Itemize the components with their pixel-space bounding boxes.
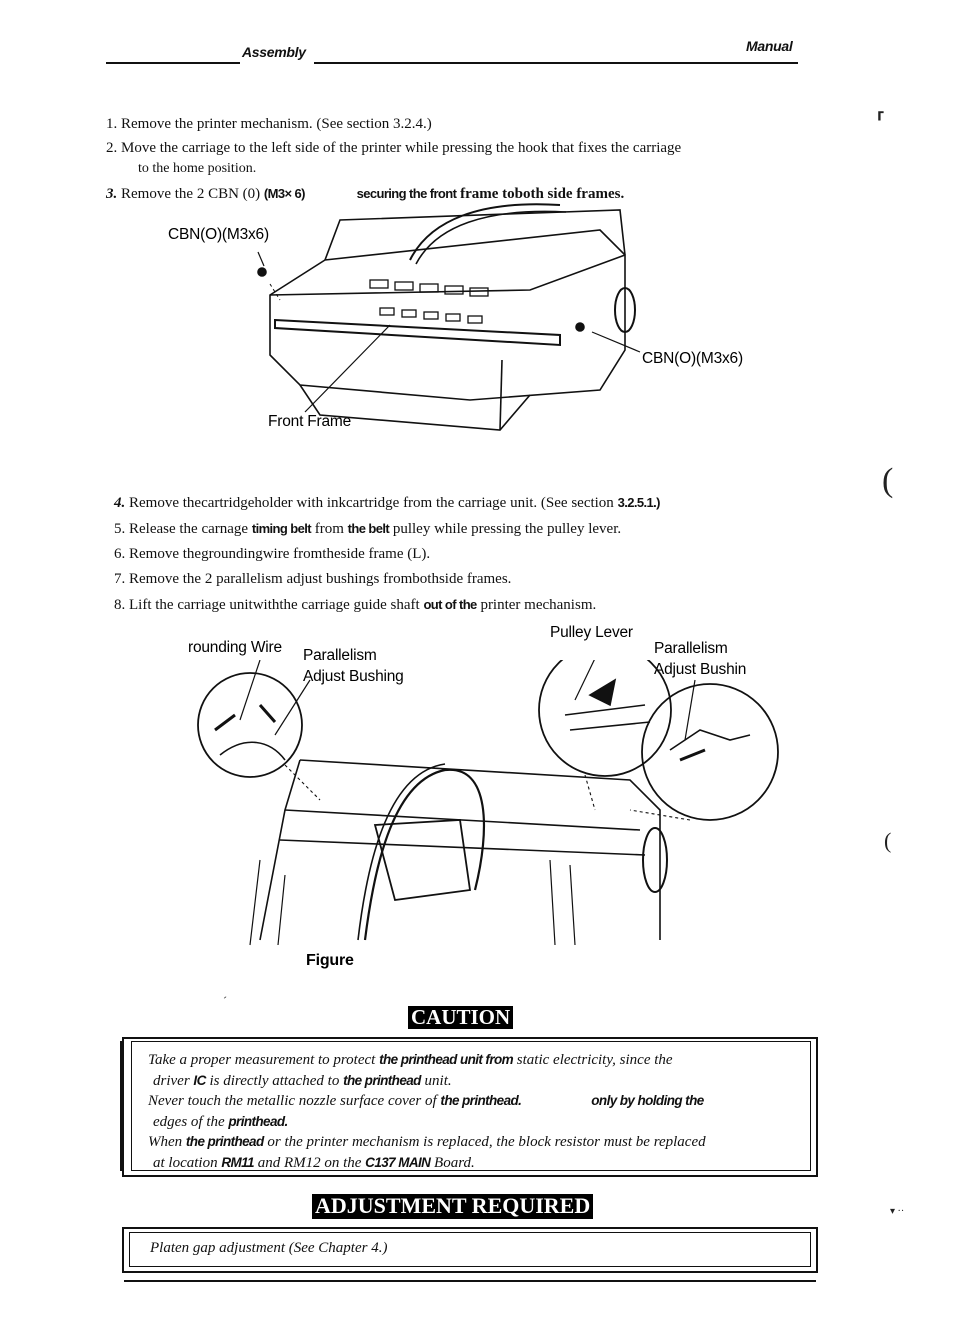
caution-box-left-bar xyxy=(120,1041,123,1171)
caution-line-2: driver IC is directly attached to the printhead unit. xyxy=(153,1072,452,1089)
step-1: 1. Remove the printer mechanism. (See section 3.2.4.) xyxy=(106,116,432,132)
caution-title: CAUTION xyxy=(408,1006,513,1029)
caution-line-3: Never touch the metallic nozzle surface cover of the printhead. only by holding the xyxy=(148,1093,704,1109)
header-rule-right xyxy=(314,62,798,64)
header-section-label: Assembly xyxy=(242,44,306,60)
figure2-label-parallelism-right-1: Parallelism xyxy=(654,640,728,657)
figure1-label-screw-right: CBN(O)(M3x6) xyxy=(642,350,743,367)
caution-line-4: edges of the printhead. xyxy=(153,1113,288,1130)
caution-line-1: Take a proper measurement to protect the printhead unit from static electricity, since the xyxy=(148,1052,673,1068)
margin-mark: ⸢ xyxy=(876,108,887,137)
step-3: 3. Remove the 2 CBN (0) (M3× 6) securing the front frame toboth side frames. xyxy=(106,186,625,202)
figure2-label-grounding-wire: rounding Wire xyxy=(188,639,282,656)
stray-mark: ▾ ·· xyxy=(890,1206,905,1217)
step-5: 5. Release the carnage timing belt from the belt pulley while pressing the pulley lever. xyxy=(114,521,622,537)
step-7: 7. Remove the 2 parallelism adjust bushings frombothside frames. xyxy=(114,571,512,587)
figure1-label-screw-left: CBN(O)(M3x6) xyxy=(168,226,269,243)
margin-mark: ( xyxy=(882,462,894,499)
caution-text xyxy=(148,1050,798,1173)
step-6: 6. Remove thegroundingwire fromtheside frame (L). xyxy=(114,546,431,562)
stray-mark: ˊ xyxy=(223,994,227,1008)
step-8: 8. Lift the carriage unitwiththe carriage guide shaft out of the printer mechanism. xyxy=(114,597,597,613)
figure2-label-parallelism-left-2: Adjust Bushing xyxy=(303,668,404,685)
step-2-continuation: to the home position. xyxy=(138,161,257,176)
caution-line-5: When the printhead or the printer mechanism is replaced, the block resistor must be replaced xyxy=(148,1134,706,1150)
figure2-label-parallelism-left-1: Parallelism xyxy=(303,647,377,664)
adjustment-text: Platen gap adjustment (See Chapter 4.) xyxy=(150,1240,388,1256)
adjustment-title: ADJUSTMENT REQUIRED xyxy=(312,1194,593,1219)
printer-mechanism-illustration xyxy=(230,200,650,440)
step-4: 4. Remove thecartridgeholder with inkcartridge from the carriage unit. (See section 3.2.5.1.) xyxy=(114,495,660,511)
header-manual-label: Manual xyxy=(746,38,793,54)
header-rule-left xyxy=(106,62,240,64)
carriage-removal-illustration xyxy=(190,660,780,950)
caution-line-6: at location RM11 and RM12 on the C137 MAIN Board. xyxy=(153,1154,475,1171)
margin-mark: ( xyxy=(884,828,892,853)
footer-rule xyxy=(124,1280,816,1282)
figure2-caption: Figure xyxy=(306,952,354,969)
step-2: 2. Move the carriage to the left side of the printer while pressing the hook that fixes the carriage xyxy=(106,140,682,156)
figure2-label-pulley-lever: Pulley Lever xyxy=(550,624,633,641)
figure2-label-parallelism-right-2: Adjust Bushin xyxy=(654,661,747,678)
figure1-label-front-frame: Front Frame xyxy=(268,413,352,430)
